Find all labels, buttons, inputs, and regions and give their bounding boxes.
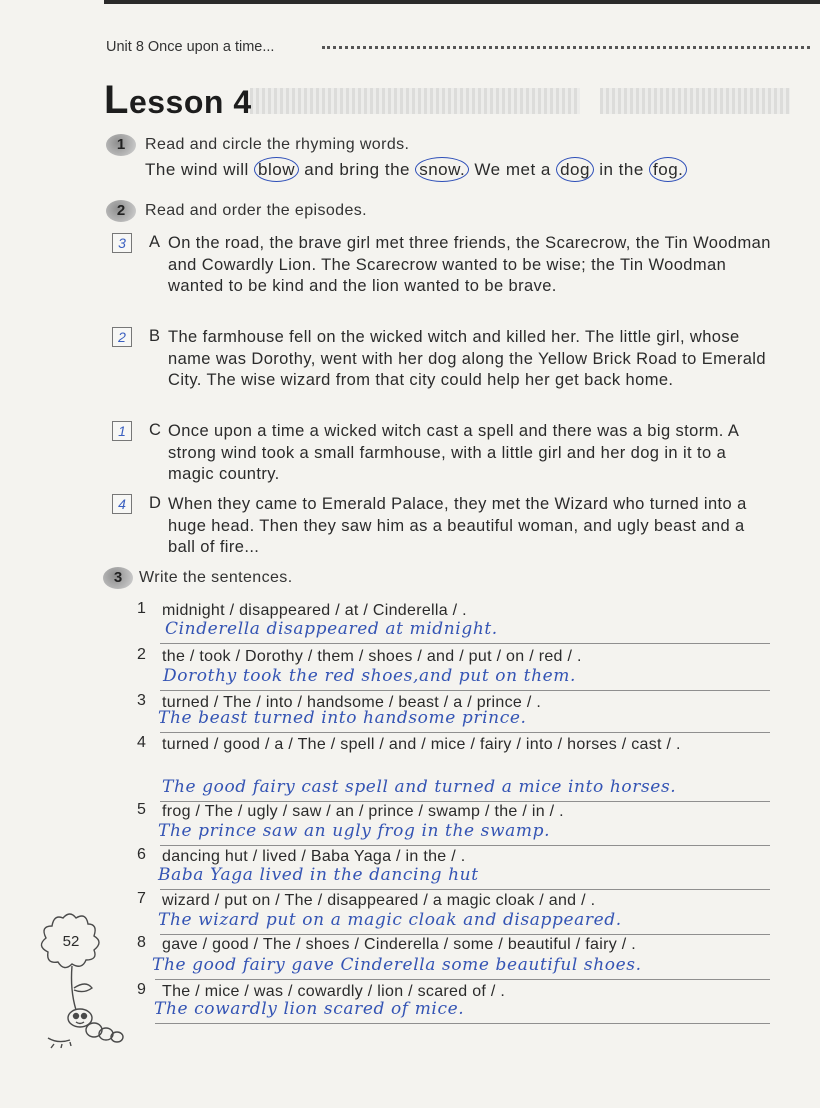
sentence-prompt: turned / The / into / handsome / beast / a / prince / . bbox=[162, 694, 542, 711]
sentence-number: 1 bbox=[137, 600, 146, 617]
sentence-prompt: wizard / put on / The / disappeared / a magic cloak / and / . bbox=[162, 892, 596, 909]
page-number: 52 bbox=[62, 933, 80, 950]
episode-order-box[interactable]: 2 bbox=[112, 327, 132, 347]
sentence-number: 4 bbox=[137, 734, 146, 751]
sentence-number: 7 bbox=[137, 890, 146, 907]
exercise-1-number: 1 bbox=[106, 134, 136, 156]
episode-letter: A bbox=[149, 233, 161, 251]
exercise-1-instruction: Read and circle the rhyming words. bbox=[145, 136, 410, 153]
handwritten-answer: The wizard put on a magic cloak and disappeared. bbox=[158, 910, 622, 930]
circled-word-blow: blow bbox=[254, 157, 299, 182]
episode-text: When they came to Emerald Palace, they met the Wizard who turned into a huge head. Then they saw him as a beautiful woman, and ugly beast and a ball of fire... bbox=[168, 495, 747, 556]
unit-header: Unit 8 Once upon a time... bbox=[106, 39, 275, 55]
answer-line bbox=[160, 690, 770, 691]
rhyme-text: The wind will bbox=[145, 160, 255, 179]
episode-letter: D bbox=[149, 494, 161, 512]
sentence-prompt: dancing hut / lived / Baba Yaga / in the / . bbox=[162, 848, 466, 865]
rhyme-text: and bring the bbox=[299, 160, 416, 179]
lesson-title-rest: esson 4 bbox=[128, 84, 252, 120]
sentence-number: 2 bbox=[137, 646, 146, 663]
handwritten-answer: Baba Yaga lived in the dancing hut bbox=[158, 865, 479, 885]
episode-text: The farmhouse fell on the wicked witch and killed her. The little girl, whose name was Dorothy, went with her dog along the Yellow Brick Road to Emerald City. The wise wizard from that city could help her get back home. bbox=[168, 328, 766, 389]
lesson-title bbox=[104, 78, 252, 123]
sentence-prompt: the / took / Dorothy / them / shoes / and / put / on / red / . bbox=[162, 648, 582, 665]
circled-word-fog: fog. bbox=[649, 157, 687, 182]
episode-letter: B bbox=[149, 327, 161, 345]
circled-word-dog: dog bbox=[556, 157, 594, 182]
sentence-number: 6 bbox=[137, 846, 146, 863]
handwritten-answer: The good fairy gave Cinderella some beautiful shoes. bbox=[152, 955, 642, 975]
top-rule bbox=[104, 0, 820, 4]
exercise-2-number: 2 bbox=[106, 200, 136, 222]
lesson-title-initial: L bbox=[104, 78, 129, 122]
sentence-number: 3 bbox=[137, 692, 146, 709]
sentence-number: 8 bbox=[137, 934, 146, 951]
exercise-3-instruction: Write the sentences. bbox=[139, 569, 293, 586]
rhyme-text: in the bbox=[593, 160, 650, 179]
episode-letter: C bbox=[149, 421, 161, 439]
rhyme-sentence bbox=[145, 160, 687, 180]
episode-order-box[interactable]: 1 bbox=[112, 421, 132, 441]
episode-order-box[interactable]: 4 bbox=[112, 494, 132, 514]
answer-line bbox=[155, 979, 770, 980]
sentence-prompt: turned / good / a / The / spell / and / mice / fairy / into / horses / cast / . bbox=[162, 736, 681, 753]
handwritten-answer: The prince saw an ugly frog in the swamp. bbox=[158, 821, 551, 841]
handwritten-answer: The cowardly lion scared of mice. bbox=[154, 999, 465, 1019]
circled-word-snow: snow. bbox=[415, 157, 469, 182]
sentence-prompt: frog / The / ugly / saw / an / prince / swamp / the / in / . bbox=[162, 803, 564, 820]
answer-line bbox=[160, 732, 770, 733]
answer-line bbox=[160, 643, 770, 644]
handwritten-answer: Cinderella disappeared at midnight. bbox=[165, 619, 498, 639]
sentence-number: 5 bbox=[137, 801, 146, 818]
handwritten-answer: The beast turned into handsome prince. bbox=[158, 708, 527, 728]
handwritten-answer: Dorothy took the red shoes,and put on them. bbox=[163, 666, 577, 686]
answer-line bbox=[155, 1023, 770, 1024]
rhyme-text: We met a bbox=[469, 160, 557, 179]
sentence-prompt: The / mice / was / cowardly / lion / scared of / . bbox=[162, 983, 506, 1000]
sentence-prompt: gave / good / The / shoes / Cinderella / some / beautiful / fairy / . bbox=[162, 936, 636, 953]
exercise-3-number: 3 bbox=[103, 567, 133, 589]
header-dotted-rule bbox=[322, 46, 810, 49]
exercise-2-instruction: Read and order the episodes. bbox=[145, 202, 368, 219]
sentence-prompt: midnight / disappeared / at / Cinderella / . bbox=[162, 602, 467, 619]
handwritten-answer: The good fairy cast spell and turned a mice into horses. bbox=[162, 777, 677, 797]
episode-text: On the road, the brave girl met three friends, the Scarecrow, the Tin Woodman and Cowardly Lion. The Scarecrow wanted to be wise; the Tin Woodman wanted to be kind and the lion wanted to be brave. bbox=[168, 234, 771, 295]
sentence-number: 9 bbox=[137, 981, 146, 998]
title-band-decor bbox=[600, 88, 790, 114]
sunflower-worm-mascot-icon bbox=[18, 910, 138, 1050]
title-band-decor bbox=[250, 88, 580, 114]
episode-order-box[interactable]: 3 bbox=[112, 233, 132, 253]
episode-text: Once upon a time a wicked witch cast a spell and there was a big storm. A strong wind took a small farmhouse, with a little girl and her dog in it to a magic country. bbox=[168, 422, 739, 483]
